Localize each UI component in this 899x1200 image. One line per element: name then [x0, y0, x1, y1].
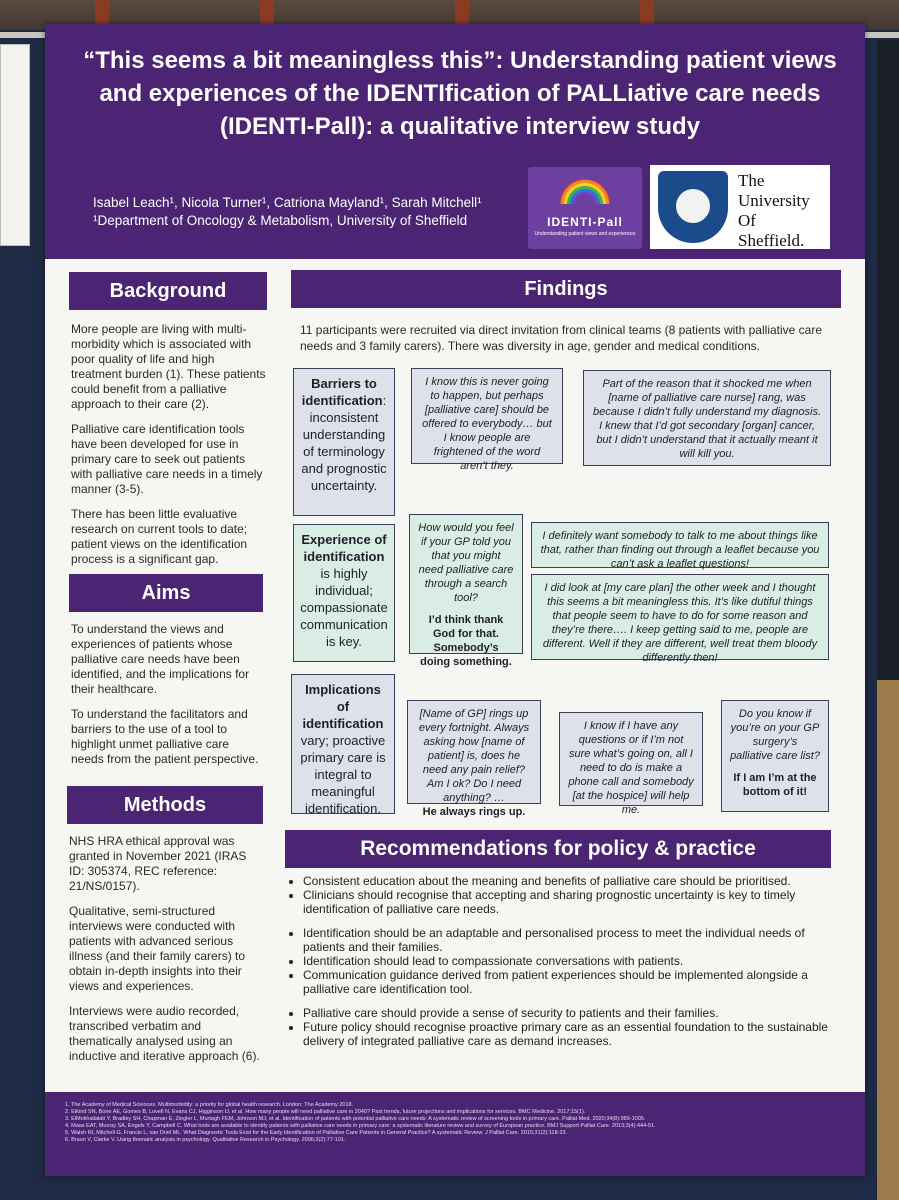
- poster-title: “This seems a bit meaningless this”: Understanding patient views and experiences of the IDENTIfication of PALLiative care needs (IDENTI-Pall): a qualitative interview study: [83, 47, 837, 140]
- methods-paragraph: Qualitative, semi-structured interviews were conducted with patients with advanced serious illness (and their family carers) to obtain in-depth insights into their views and experiences.: [69, 904, 246, 993]
- quote-answer: If I am I’m at the bottom of it!: [733, 772, 817, 798]
- methods-paragraph: Interviews were audio recorded, transcribed verbatim and thematically analysed using an inductive and iterative approach (6).: [69, 1004, 260, 1063]
- theme-experience: [293, 524, 395, 662]
- recommendation-item: • Palliative care should provide a sense of security to patients and their families.: [303, 1006, 845, 1020]
- theme-implications: [291, 674, 395, 814]
- theme-lead: Experience of identification: [301, 532, 387, 564]
- identi-pall-logo-tagline: Understanding patient views and experiences: [534, 231, 636, 237]
- background-paragraph: More people are living with multi-morbidity which is associated with poor quality of life and high treatment burden (1). These patients could benefit from a palliative approach to their care (2).: [71, 322, 266, 411]
- quote-emphasis: He always rings up.: [422, 806, 526, 818]
- recommendation-item: • Future policy should recognise proactive primary care as an essential foundation to the sustainable delivery of integrated palliative care as demand increases.: [303, 1020, 845, 1048]
- reference-item: 6. Braun V, Clarke V. Using thematic analysis in psychology. Qualitative Research in Psychology. 2006;3(2):77-101.: [65, 1137, 346, 1143]
- university-logo: [650, 165, 830, 249]
- recommendation-item: • Communication guidance derived from patient experiences should be implemented alongside a palliative care identification tool.: [303, 968, 845, 996]
- university-wordmark-line: University: [738, 191, 810, 210]
- background-heading: Background: [69, 272, 267, 310]
- quote-bubble: I definitely want somebody to talk to me about things like that, rather than finding out through a leaflet because you can’t ask a leaflet questions!: [531, 522, 829, 568]
- quote-bubble: I know if I have any questions or if I’m not sure what’s going on, all I need to do is make a phone call and somebody [at the hospice] will help me.: [559, 712, 703, 806]
- quote-bubble: [721, 700, 829, 812]
- university-wordmark: [738, 171, 810, 251]
- reference-item: 1. The Academy of Medical Sciences. Multimorbidity: a priority for global health research. London: The Academy 2018.: [65, 1102, 354, 1108]
- references: [45, 1092, 865, 1176]
- recommendation-item: • Identification should be an adaptable and personalised process to meet the individual needs of patients and their families.: [303, 926, 845, 954]
- methods-section: [69, 834, 261, 1074]
- quote-bubble: I know this is never going to happen, but perhaps [palliative care] should be offered to everybody… but I know people are frightened of the word aren’t they.: [411, 368, 563, 464]
- affiliation: ¹Department of Oncology & Metabolism, University of Sheffield: [93, 213, 468, 228]
- quote-bubble: [409, 514, 523, 668]
- background-paragraph: There has been little evaluative research on current tools to date; patient views on the identification process is a significant gap.: [71, 507, 248, 566]
- quote-question: How would you feel if your GP told you that you might need palliative care through a search tool?: [418, 522, 514, 604]
- identi-pall-logo: [528, 167, 642, 249]
- reference-item: 5. Walsh RI, Mitchell G, Francis L, van Driel ML. What Diagnostic Tools Exist for the Early Identification of Palliative Care Patients in General Practice? A systematic Review. J Palliat Care. 2015;31(2):118-23.: [65, 1130, 568, 1136]
- recommendations-heading: Recommendations for policy & practice: [285, 830, 831, 868]
- background-paragraph: Palliative care identification tools have been developed for use in primary care to seek out patients with palliative care needs in a timely manner (3-5).: [71, 422, 263, 496]
- university-wordmark-line: Sheffield.: [738, 231, 805, 250]
- background-section: [71, 322, 267, 577]
- recommendation-item: • Clinicians should recognise that accepting and sharing prognostic uncertainty is key to timely identification of palliative care needs.: [303, 888, 845, 916]
- rainbow-icon: [560, 179, 610, 204]
- quote-question: Do you know if you’re on your GP surgery’s palliative care list?: [730, 708, 820, 762]
- recommendation-item: • Identification should lead to compassionate conversations with patients.: [303, 954, 845, 968]
- reference-item: 4. Maas EAT, Murray SA, Engels Y, Campbell C. What tools are available to identify patients with palliative care needs in primary care: a systematic literature review and survey of European practice. BMJ Support Palliat Care. 2013;3(4):444-51.: [65, 1123, 656, 1129]
- theme-barriers: [293, 368, 395, 516]
- neighbouring-poster: [0, 44, 30, 246]
- quote-text: [Name of GP] rings up every fortnight. Always asking how [name of patient] is, does he need any pain relief? Am I ok? Do I need anything? …: [418, 708, 530, 804]
- university-wordmark-line: Of: [738, 211, 756, 230]
- methods-heading: Methods: [67, 786, 263, 824]
- author-list: Isabel Leach¹, Nicola Turner¹, Catriona Mayland¹, Sarah Mitchell¹: [93, 195, 482, 210]
- recommendation-item: • Consistent education about the meaning and benefits of palliative care should be prioritised.: [303, 874, 845, 888]
- floor: [877, 680, 899, 1200]
- university-wordmark-line: The: [738, 171, 765, 190]
- theme-lead: Barriers to identification: [301, 376, 383, 408]
- crest-rose-icon: [676, 189, 710, 223]
- theme-text: is highly individual; compassionate communication is key.: [300, 566, 388, 649]
- methods-paragraph: NHS HRA ethical approval was granted in November 2021 (IRAS ID: 305374, REC reference: 21/NS/0157).: [69, 834, 247, 893]
- aims-paragraph: To understand the facilitators and barriers to the use of a tool to highlight unmet palliative care needs from the patient perspective.: [71, 707, 259, 766]
- reference-item: 3. ElMokhallalati Y, Bradley SH, Chapman E, Ziegler L, Murtagh FEM, Johnson MJ, et al. Identification of patients with potential palliative care needs: A systematic review of screening tools in primary care. Palliat Med. 2020;34(8):989-1005.: [65, 1116, 646, 1122]
- quote-bubble: Part of the reason that it shocked me when [name of palliative care nurse] rang, was because I didn’t fully understand my diagnosis. I knew that I’d got secondary [organ] cancer, but I didn’t understand that it actually meant it will kill you.: [583, 370, 831, 466]
- recommendations-list: [285, 874, 845, 1058]
- identi-pall-logo-name: IDENTI-Pall: [547, 215, 623, 229]
- findings-heading: Findings: [291, 270, 841, 308]
- quote-bubble: I did look at [my care plan] the other week and I thought this seems a bit meaningless this. It’s like dutiful things that people seem to have to do for some reason and they’re there…. I keep getting said to me, people are different. Well if they are different, well treat them bloody differently then!: [531, 574, 829, 660]
- quote-answer: I’d think thank God for that. Somebody’s doing something.: [420, 614, 512, 668]
- theme-lead: Implications of identification: [302, 682, 384, 731]
- theme-text: : inconsistent understanding of terminology and prognostic uncertainty.: [301, 393, 387, 493]
- aims-paragraph: To understand the views and experiences of patients whose palliative care needs have been identified, and the implications for their healthcare.: [71, 622, 250, 696]
- quote-bubble: [407, 700, 541, 818]
- aims-section: [71, 622, 265, 777]
- university-crest-icon: [658, 171, 728, 243]
- theme-text: vary; proactive primary care is integral to meaningful identification.: [300, 733, 386, 816]
- findings-intro: 11 participants were recruited via direct invitation from clinical teams (8 patients with palliative care needs and 3 family carers). There was diversity in age, gender and medical conditions.: [300, 323, 823, 353]
- poster: [45, 24, 865, 1176]
- author-block: [93, 194, 482, 230]
- reference-item: 2. Etkind SN, Bone AE, Gomes B, Lovell N, Evans CJ, Higginson IJ, et al. How many people will need palliative care in 2040? Past trends, future projections and implications for services. BMC Medicine. 2017;15(1).: [65, 1109, 586, 1115]
- aims-heading: Aims: [69, 574, 263, 612]
- poster-header: [45, 24, 865, 259]
